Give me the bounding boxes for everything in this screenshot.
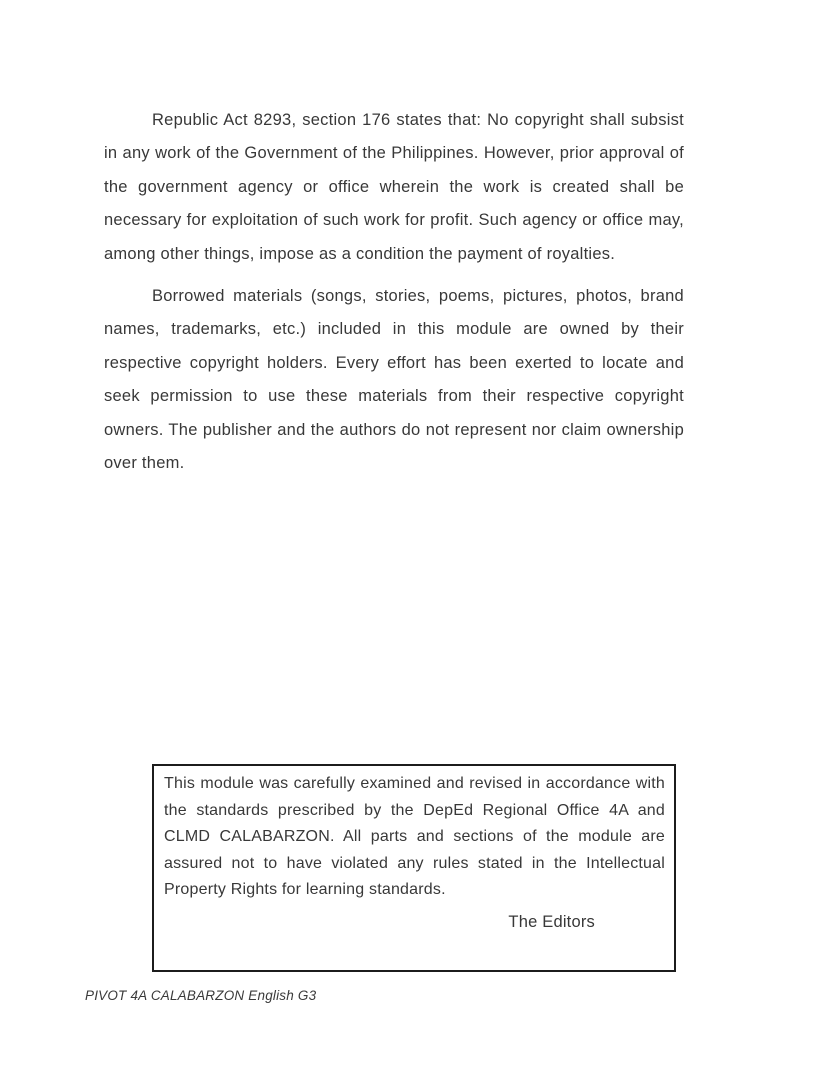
notice-text: This module was carefully examined and revised in accordance with the standards prescribed by the DepEd Regional Office 4A and CLMD CALABARZON. All parts and sections of the module are assured not to have violated any rules stated in the Intellectual Property Rights for learning standards. bbox=[164, 775, 665, 899]
notice-signature: The Editors bbox=[508, 912, 595, 931]
paragraph-borrowed-materials: Borrowed materials (songs, stories, poems, pictures, photos, brand names, trademarks, etc.) included in this module are owned by their respective copyright holders. Every effort has been exerted to locate and seek permission to use these materials from their respective copyright owners. The publisher and the authors do not represent nor claim ownership over them. bbox=[104, 287, 684, 473]
page-footer: PIVOT 4A CALABARZON English G3 bbox=[85, 988, 317, 1003]
editors-notice-box bbox=[152, 764, 676, 972]
copyright-text-block bbox=[104, 104, 684, 489]
paragraph-republic-act: Republic Act 8293, section 176 states that: No copyright shall subsist in any work of the Government of the Philippines. However, prior approval of the government agency or office wherein the work is created shall be necessary for exploitation of such work for profit. Such agency or office may, among other things, impose as a condition the payment of royalties. bbox=[104, 111, 684, 263]
